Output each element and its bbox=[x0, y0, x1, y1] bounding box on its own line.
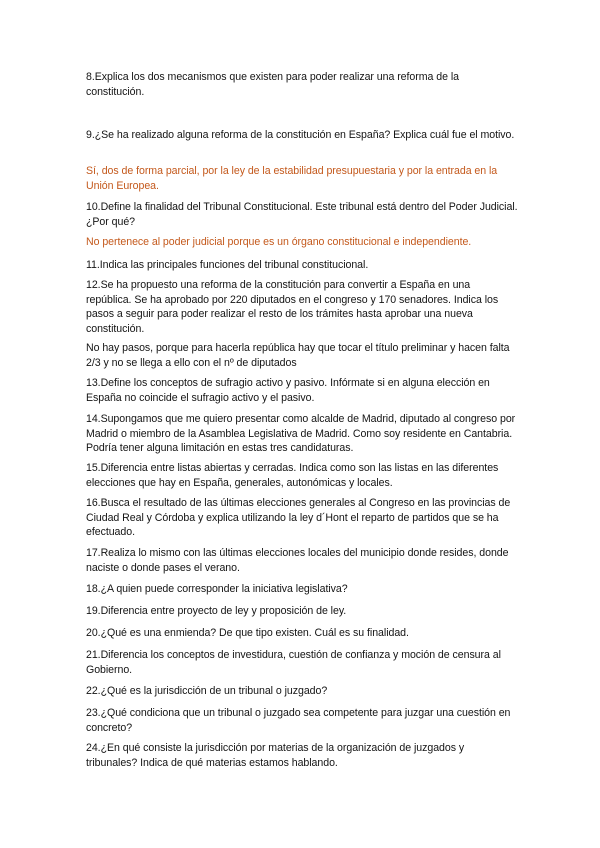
question-8: 8.Explica los dos mecanismos que existen para poder realizar una reforma de la constitución. bbox=[86, 71, 459, 98]
question-12: 12.Se ha propuesto una reforma de la constitución para convertir a España en una república. Se ha aprobado por 220 diputados en el congreso y 170 senadores. Indica los pasos a seguir para poder realizar el resto de los trámites hasta aprobar una nueva constitución. bbox=[86, 279, 499, 335]
question-24: 24.¿En qué consiste la jurisdicción por materias de la organización de juzgados y tribunales? Indica de qué materias estamos hablando. bbox=[86, 742, 465, 769]
question-16: 16.Busca el resultado de las últimas elecciones generales al Congreso en las provincias de Ciudad Real y Córdoba y explica utilizando la ley d´Hont el reparto de partidos que se ha efectuado. bbox=[86, 497, 511, 539]
answer-10: No pertenece al poder judicial porque es un órgano constitucional e independiente. bbox=[86, 236, 472, 248]
question-17: 17.Realiza lo mismo con las últimas elecciones locales del municipio donde resides, donde naciste o donde pases el verano. bbox=[86, 547, 509, 574]
question-10: 10.Define la finalidad del Tribunal Constitucional. Este tribunal está dentro del Poder Judicial. ¿Por qué? bbox=[86, 201, 518, 228]
question-21: 21.Diferencia los conceptos de investidura, cuestión de confianza y moción de censura al Gobierno. bbox=[86, 649, 501, 676]
question-15: 15.Diferencia entre listas abiertas y cerradas. Indica como son las listas en las diferentes elecciones que hay en España, generales, autonómicas y locales. bbox=[86, 462, 499, 489]
question-23: 23.¿Qué condiciona que un tribunal o juzgado sea competente para juzgar una cuestión en concreto? bbox=[86, 707, 511, 734]
question-13: 13.Define los conceptos de sufragio activo y pasivo. Infórmate si en alguna elección en España no coincide el sufragio activo y el pasivo. bbox=[86, 377, 490, 404]
question-14: 14.Supongamos que me quiero presentar como alcalde de Madrid, diputado al congreso por Madrid o miembro de la Asamblea Legislativa de Madrid. Como soy residente en Cantabria. Podría tener alguna limitación en estas tres candidaturas. bbox=[86, 413, 516, 455]
question-22: 22.¿Qué es la jurisdicción de un tribunal o juzgado? bbox=[86, 685, 328, 697]
question-20: 20.¿Qué es una enmienda? De que tipo existen. Cuál es su finalidad. bbox=[86, 627, 409, 639]
question-18: 18.¿A quien puede corresponder la iniciativa legislativa? bbox=[86, 583, 348, 595]
note-12: No hay pasos, porque para hacerla república hay que tocar el título preliminar y hacen falta 2/3 y no se llega a ello con el nº de diputados bbox=[86, 342, 510, 369]
question-9: 9.¿Se ha realizado alguna reforma de la constitución en España? Explica cuál fue el motivo. bbox=[86, 129, 515, 141]
question-19: 19.Diferencia entre proyecto de ley y proposición de ley. bbox=[86, 605, 347, 617]
question-11: 11.Indica las principales funciones del tribunal constitucional. bbox=[86, 259, 369, 271]
answer-9: Sí, dos de forma parcial, por la ley de la estabilidad presupuestaria y por la entrada en la Unión Europea. bbox=[86, 165, 498, 192]
